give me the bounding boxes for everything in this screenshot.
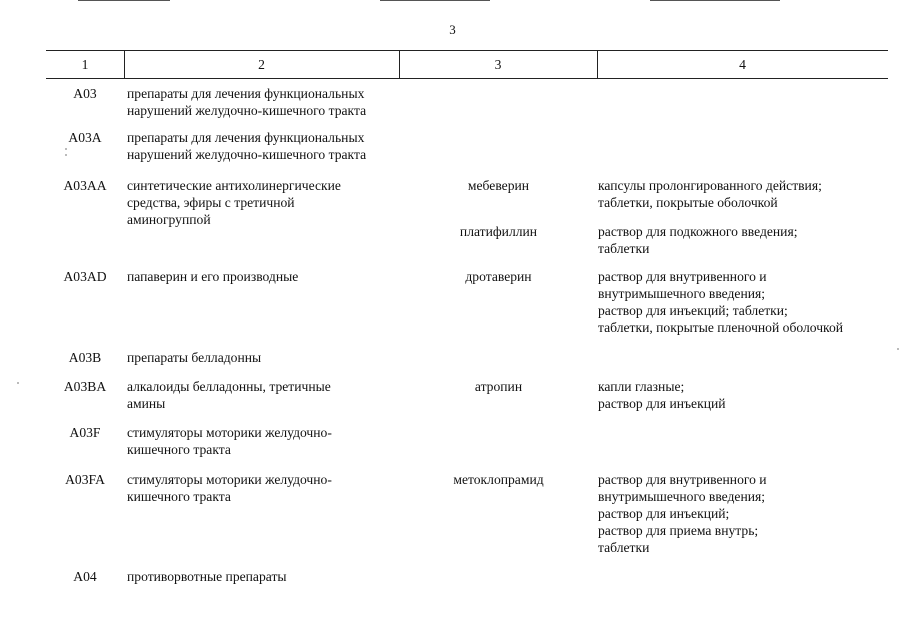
description-line: препараты для лечения функциональных xyxy=(127,86,365,101)
dosage-form-line: раствор для внутривенного и xyxy=(598,472,767,487)
atc-code: A03 xyxy=(73,86,97,101)
description-line: папаверин и его производные xyxy=(127,269,299,284)
dosage-form-line: капсулы пролонгированного действия; xyxy=(598,178,822,193)
drug-name: дротаверин xyxy=(465,269,532,284)
group-description xyxy=(127,177,402,228)
group-description xyxy=(127,129,402,163)
atc-code: A03B xyxy=(68,350,102,365)
scan-speck xyxy=(897,348,899,350)
dosage-form-line: таблетки, покрытые оболочкой xyxy=(598,195,778,210)
drug-name: атропин xyxy=(474,379,523,394)
atc-code: A04 xyxy=(73,569,97,584)
column-header-1: 1 xyxy=(81,57,89,72)
description-line: препараты для лечения функциональных xyxy=(127,130,365,145)
group-description xyxy=(127,349,402,366)
column-header-3: 3 xyxy=(494,57,502,72)
description-line: алкалоиды белладонны, третичные xyxy=(127,379,331,394)
group-description xyxy=(127,471,402,505)
column-header-4: 4 xyxy=(739,57,746,72)
description-line: синтетические антихолинергические xyxy=(127,178,341,193)
group-description xyxy=(127,85,402,119)
description-line: аминогруппой xyxy=(127,212,211,227)
atc-code: A03FA xyxy=(65,472,105,487)
group-description xyxy=(127,378,402,412)
table-header-bottom-rule xyxy=(46,78,888,79)
table-top-rule xyxy=(46,50,888,51)
scan-speck xyxy=(65,154,67,156)
description-line: стимуляторы моторики желудочно- xyxy=(127,472,332,487)
description-line: нарушений желудочно-кишечного тракта xyxy=(127,147,367,162)
group-description xyxy=(127,424,402,458)
description-line: противорвотные препараты xyxy=(127,569,287,584)
dosage-form-line: внутримышечного введения; xyxy=(598,286,766,301)
group-description xyxy=(127,568,402,585)
dosage-form-line: раствор для приема внутрь; xyxy=(598,523,759,538)
description-line: препараты белладонны xyxy=(127,350,262,365)
description-line: кишечного тракта xyxy=(127,489,231,504)
drug-name: мебеверин xyxy=(467,178,530,193)
page-number: 3 xyxy=(449,22,456,37)
dosage-form-line: внутримышечного введения; xyxy=(598,489,766,504)
scan-speck xyxy=(17,382,19,384)
top-edge-line xyxy=(380,0,490,1)
dosage-form-line: раствор для инъекций; xyxy=(598,506,730,521)
drug-name: метоклопрамид xyxy=(453,472,544,487)
description-line: средства, эфиры с третичной xyxy=(127,195,295,210)
atc-code: A03F xyxy=(69,425,101,440)
drug-name: платифиллин xyxy=(459,224,538,239)
dosage-form-line: таблетки xyxy=(598,540,650,555)
scan-speck xyxy=(65,148,67,150)
dosage-forms xyxy=(598,268,888,336)
dosage-form-line: таблетки xyxy=(598,241,650,256)
dosage-form-line: раствор для инъекций; таблетки; xyxy=(598,303,788,318)
dosage-forms xyxy=(598,471,888,556)
dosage-form-line: капли глазные; xyxy=(598,379,685,394)
group-description xyxy=(127,268,402,285)
atc-code: A03BA xyxy=(63,379,107,394)
column-header-2: 2 xyxy=(258,57,265,72)
dosage-form-line: раствор для подкожного введения; xyxy=(598,224,798,239)
top-edge-line xyxy=(650,0,780,1)
dosage-form-line: раствор для внутривенного и xyxy=(598,269,767,284)
description-line: амины xyxy=(127,396,166,411)
description-line: стимуляторы моторики желудочно- xyxy=(127,425,332,440)
atc-code: A03AA xyxy=(63,178,107,193)
atc-code: A03AD xyxy=(63,269,107,284)
top-edge-line xyxy=(78,0,170,1)
description-line: кишечного тракта xyxy=(127,442,231,457)
dosage-forms xyxy=(598,223,888,257)
atc-code: A03A xyxy=(68,130,102,145)
dosage-forms xyxy=(598,378,888,412)
dosage-form-line: раствор для инъекций xyxy=(598,396,726,411)
description-line: нарушений желудочно-кишечного тракта xyxy=(127,103,367,118)
dosage-forms xyxy=(598,177,888,211)
dosage-form-line: таблетки, покрытые пленочной оболочкой xyxy=(598,320,844,335)
